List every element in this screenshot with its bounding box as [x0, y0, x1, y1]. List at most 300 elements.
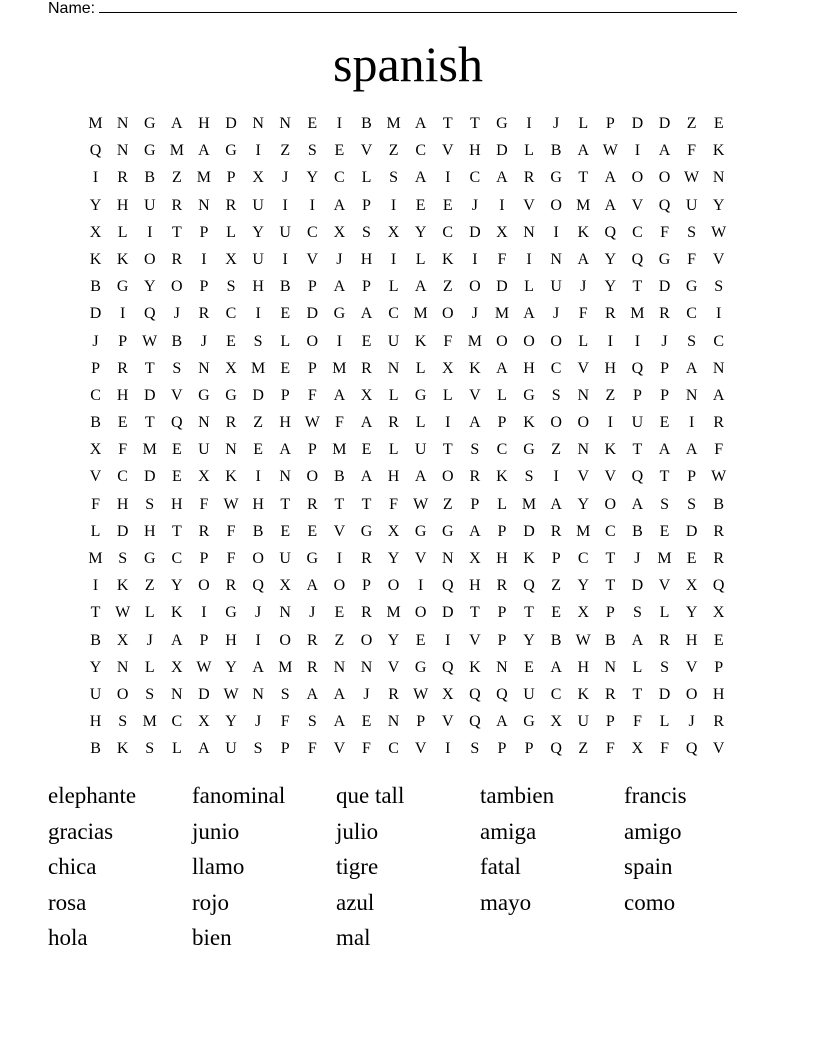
grid-letter[interactable]: R [361, 604, 372, 622]
grid-letter[interactable]: E [280, 359, 291, 377]
grid-letter[interactable]: X [712, 604, 725, 622]
grid-letter[interactable]: I [390, 196, 397, 214]
grid-letter[interactable]: O [441, 468, 454, 486]
grid-letter[interactable]: A [604, 169, 617, 187]
grid-letter[interactable]: R [713, 550, 725, 567]
grid-letter[interactable]: E [551, 604, 562, 622]
grid-letter[interactable]: X [469, 550, 481, 567]
grid-letter[interactable]: K [469, 658, 481, 676]
grid-letter[interactable]: M [88, 550, 103, 567]
grid-letter[interactable]: W [413, 685, 429, 703]
grid-letter[interactable]: R [117, 169, 128, 187]
grid-letter[interactable]: D [631, 577, 644, 595]
grid-letter[interactable]: V [89, 468, 102, 486]
grid-letter[interactable]: M [413, 305, 428, 323]
grid-letter[interactable]: V [306, 250, 319, 268]
grid-letter[interactable]: H [116, 196, 129, 214]
grid-letter[interactable]: L [171, 740, 182, 758]
grid-letter[interactable]: T [469, 115, 480, 132]
grid-letter[interactable]: T [578, 169, 589, 187]
grid-letter[interactable]: H [252, 495, 264, 513]
grid-letter[interactable]: R [306, 658, 318, 676]
grid-letter[interactable]: S [470, 740, 480, 758]
grid-letter[interactable]: D [225, 115, 237, 132]
grid-letter[interactable]: L [144, 604, 155, 622]
grid-letter[interactable]: A [496, 713, 508, 731]
grid-letter[interactable]: L [226, 223, 236, 241]
grid-letter[interactable]: I [445, 631, 451, 649]
grid-letter[interactable]: F [443, 332, 453, 350]
grid-letter[interactable]: V [577, 359, 590, 377]
grid-letter[interactable]: L [659, 604, 670, 622]
grid-letter[interactable]: L [90, 522, 101, 540]
grid-letter[interactable]: E [442, 196, 453, 214]
grid-letter[interactable]: I [526, 115, 532, 132]
grid-letter[interactable]: D [496, 142, 508, 160]
grid-letter[interactable]: X [225, 250, 237, 268]
grid-letter[interactable]: W [711, 468, 727, 486]
grid-letter[interactable]: Q [252, 577, 264, 595]
grid-letter[interactable]: P [307, 441, 317, 459]
grid-letter[interactable]: Y [577, 495, 590, 513]
grid-letter[interactable]: S [470, 441, 480, 459]
grid-letter[interactable]: Z [686, 115, 697, 132]
grid-letter[interactable]: H [712, 685, 725, 703]
grid-letter[interactable]: A [496, 169, 508, 187]
grid-letter[interactable]: Y [225, 713, 237, 731]
grid-letter[interactable]: S [145, 740, 155, 758]
grid-letter[interactable]: B [713, 495, 725, 513]
grid-letter[interactable]: L [280, 332, 291, 350]
grid-letter[interactable]: K [414, 332, 427, 350]
grid-letter[interactable]: Q [631, 468, 644, 486]
grid-letter[interactable]: X [387, 522, 400, 540]
grid-letter[interactable]: F [714, 441, 724, 459]
grid-letter[interactable]: K [523, 414, 535, 432]
grid-letter[interactable]: Z [442, 278, 453, 296]
grid-letter[interactable]: U [198, 441, 210, 459]
grid-letter[interactable]: R [659, 305, 670, 323]
grid-letter[interactable]: F [307, 740, 317, 758]
grid-letter[interactable]: H [116, 495, 129, 513]
grid-letter[interactable]: I [634, 332, 641, 350]
grid-letter[interactable]: H [116, 386, 129, 404]
grid-letter[interactable]: A [577, 250, 590, 268]
grid-letter[interactable]: P [632, 386, 642, 404]
grid-letter[interactable]: E [659, 522, 670, 540]
grid-letter[interactable]: D [523, 522, 535, 540]
grid-letter[interactable]: F [578, 305, 588, 323]
grid-letter[interactable]: B [90, 278, 101, 296]
grid-letter[interactable]: D [496, 278, 508, 296]
grid-letter[interactable]: A [685, 441, 698, 459]
grid-letter[interactable]: E [334, 142, 345, 160]
grid-letter[interactable]: J [254, 713, 262, 731]
grid-letter[interactable]: T [632, 685, 643, 703]
grid-letter[interactable]: T [334, 495, 345, 513]
grid-letter[interactable]: R [198, 305, 210, 323]
grid-letter[interactable]: E [415, 196, 426, 214]
grid-letter[interactable]: A [414, 278, 427, 296]
grid-letter[interactable]: O [496, 332, 508, 350]
grid-letter[interactable]: L [388, 386, 399, 404]
grid-letter[interactable]: M [521, 495, 537, 513]
grid-letter[interactable]: P [118, 332, 128, 350]
grid-letter[interactable]: G [414, 386, 427, 404]
grid-letter[interactable]: P [362, 577, 371, 595]
grid-letter[interactable]: L [524, 142, 534, 160]
grid-letter[interactable]: D [631, 115, 644, 132]
grid-letter[interactable]: O [387, 577, 400, 595]
grid-letter[interactable]: U [631, 414, 644, 432]
grid-letter[interactable]: V [712, 740, 725, 758]
grid-letter[interactable]: G [333, 305, 346, 323]
grid-letter[interactable]: X [550, 713, 562, 731]
grid-letter[interactable]: L [144, 658, 155, 676]
grid-letter[interactable]: K [496, 468, 508, 486]
grid-letter[interactable]: Y [414, 223, 427, 241]
grid-letter[interactable]: W [413, 495, 429, 513]
grid-letter[interactable]: F [280, 713, 290, 731]
grid-letter[interactable]: I [255, 305, 261, 323]
grid-letter[interactable]: S [307, 142, 317, 160]
grid-letter[interactable]: S [687, 495, 697, 513]
grid-letter[interactable]: C [415, 142, 426, 160]
grid-letter[interactable]: V [577, 468, 590, 486]
grid-letter[interactable]: D [685, 522, 698, 540]
grid-letter[interactable]: G [414, 658, 427, 676]
grid-letter[interactable]: C [334, 169, 345, 187]
grid-letter[interactable]: H [604, 359, 617, 377]
grid-letter[interactable]: P [497, 740, 507, 758]
grid-letter[interactable]: W [223, 495, 239, 513]
grid-letter[interactable]: X [441, 359, 454, 377]
grid-letter[interactable]: A [658, 441, 671, 459]
grid-letter[interactable]: T [469, 604, 480, 622]
grid-letter[interactable]: S [145, 495, 155, 513]
grid-letter[interactable]: Y [143, 278, 156, 296]
grid-letter[interactable]: A [604, 196, 617, 214]
grid-letter[interactable]: U [252, 250, 264, 268]
grid-letter[interactable]: S [524, 468, 534, 486]
grid-letter[interactable]: O [441, 305, 454, 323]
grid-letter[interactable]: X [360, 386, 373, 404]
grid-letter[interactable]: J [634, 550, 641, 567]
grid-letter[interactable]: R [713, 522, 725, 540]
grid-letter[interactable]: Q [658, 196, 671, 214]
grid-letter[interactable]: X [279, 577, 291, 595]
grid-letter[interactable]: A [414, 169, 427, 187]
grid-letter[interactable]: O [469, 278, 481, 296]
grid-letter[interactable]: O [279, 631, 291, 649]
grid-letter[interactable]: F [226, 550, 236, 567]
grid-letter[interactable]: J [471, 305, 478, 323]
grid-letter[interactable]: N [279, 468, 291, 486]
grid-letter[interactable]: M [576, 196, 591, 214]
grid-letter[interactable]: I [255, 142, 261, 160]
grid-letter[interactable]: P [497, 522, 507, 540]
grid-letter[interactable]: J [661, 332, 668, 350]
grid-letter[interactable]: L [442, 386, 453, 404]
grid-letter[interactable]: K [577, 685, 590, 703]
grid-letter[interactable]: V [604, 468, 617, 486]
grid-letter[interactable]: K [225, 468, 237, 486]
grid-letter[interactable]: L [415, 250, 426, 268]
grid-letter[interactable]: I [336, 332, 343, 350]
grid-letter[interactable]: S [172, 359, 182, 377]
grid-letter[interactable]: A [658, 142, 671, 160]
grid-letter[interactable]: J [553, 305, 560, 323]
grid-letter[interactable]: N [198, 196, 210, 214]
grid-letter[interactable]: E [361, 713, 372, 731]
grid-letter[interactable]: S [660, 495, 669, 513]
grid-letter[interactable]: V [414, 740, 427, 758]
grid-letter[interactable]: I [499, 196, 505, 214]
grid-letter[interactable]: P [605, 115, 615, 132]
grid-letter[interactable]: B [279, 278, 291, 296]
grid-letter[interactable]: U [685, 196, 698, 214]
grid-letter[interactable]: M [576, 522, 591, 540]
grid-letter[interactable]: H [252, 278, 264, 296]
grid-letter[interactable]: V [441, 713, 454, 731]
grid-letter[interactable]: K [523, 550, 535, 567]
grid-letter[interactable]: H [577, 658, 590, 676]
grid-letter[interactable]: S [632, 604, 642, 622]
grid-letter[interactable]: K [116, 740, 129, 758]
grid-letter[interactable]: T [442, 115, 453, 132]
grid-letter[interactable]: D [658, 685, 671, 703]
grid-letter[interactable]: H [685, 631, 698, 649]
grid-letter[interactable]: W [196, 658, 212, 676]
grid-letter[interactable]: X [631, 740, 644, 758]
grid-letter[interactable]: W [304, 414, 320, 432]
grid-letter[interactable]: Y [685, 604, 698, 622]
grid-letter[interactable]: U [550, 278, 562, 296]
grid-letter[interactable]: L [578, 332, 589, 350]
grid-letter[interactable]: J [553, 115, 560, 132]
grid-letter[interactable]: F [389, 495, 399, 513]
grid-letter[interactable]: A [360, 468, 373, 486]
grid-letter[interactable]: V [523, 196, 535, 214]
grid-letter[interactable]: Z [578, 740, 589, 758]
grid-letter[interactable]: T [144, 359, 155, 377]
grid-letter[interactable]: H [469, 577, 481, 595]
grid-letter[interactable]: N [712, 359, 725, 377]
grid-letter[interactable]: I [390, 250, 397, 268]
grid-letter[interactable]: X [333, 223, 346, 241]
grid-letter[interactable]: R [604, 305, 616, 323]
grid-letter[interactable]: X [387, 223, 400, 241]
grid-letter[interactable]: X [441, 685, 454, 703]
grid-letter[interactable]: X [198, 468, 210, 486]
grid-letter[interactable]: A [171, 631, 183, 649]
grid-letter[interactable]: J [309, 604, 316, 622]
grid-letter[interactable]: R [361, 359, 372, 377]
grid-letter[interactable]: X [225, 359, 237, 377]
grid-letter[interactable]: H [89, 713, 102, 731]
grid-letter[interactable]: P [714, 658, 724, 676]
grid-letter[interactable]: A [279, 441, 291, 459]
grid-letter[interactable]: E [280, 305, 291, 323]
grid-letter[interactable]: X [496, 223, 508, 241]
grid-letter[interactable]: V [387, 658, 400, 676]
grid-letter[interactable]: M [169, 142, 184, 160]
grid-letter[interactable]: Q [604, 223, 617, 241]
grid-letter[interactable]: Q [441, 658, 454, 676]
grid-letter[interactable]: B [550, 631, 562, 649]
grid-letter[interactable]: S [118, 713, 128, 731]
grid-letter[interactable]: A [523, 305, 535, 323]
grid-letter[interactable]: F [687, 142, 697, 160]
grid-letter[interactable]: B [144, 169, 156, 187]
grid-letter[interactable]: Y [604, 250, 617, 268]
grid-letter[interactable]: M [467, 332, 482, 350]
grid-letter[interactable]: F [199, 495, 209, 513]
grid-letter[interactable]: L [659, 713, 670, 731]
grid-letter[interactable]: S [118, 550, 128, 567]
grid-letter[interactable]: C [550, 685, 562, 703]
grid-letter[interactable]: Y [89, 196, 102, 214]
grid-letter[interactable]: I [282, 250, 288, 268]
grid-letter[interactable]: U [279, 223, 291, 241]
grid-letter[interactable]: S [280, 685, 290, 703]
grid-letter[interactable]: A [577, 142, 590, 160]
grid-letter[interactable]: O [550, 332, 562, 350]
grid-letter[interactable]: E [686, 550, 697, 567]
grid-letter[interactable]: H [496, 550, 508, 567]
grid-letter[interactable]: G [496, 115, 508, 132]
grid-letter[interactable]: U [143, 196, 156, 214]
grid-letter[interactable]: Z [334, 631, 345, 649]
grid-letter[interactable]: T [171, 522, 182, 540]
grid-letter[interactable]: K [577, 223, 590, 241]
grid-letter[interactable]: A [198, 142, 210, 160]
grid-letter[interactable]: N [604, 658, 617, 676]
grid-letter[interactable]: O [333, 577, 346, 595]
grid-letter[interactable]: R [225, 577, 237, 595]
grid-letter[interactable]: L [578, 115, 589, 132]
grid-letter[interactable]: X [685, 577, 698, 595]
grid-letter[interactable]: P [280, 386, 290, 404]
grid-letter[interactable]: F [226, 522, 236, 540]
grid-letter[interactable]: H [523, 359, 535, 377]
grid-letter[interactable]: U [414, 441, 427, 459]
grid-letter[interactable]: L [415, 414, 426, 432]
grid-letter[interactable]: G [225, 142, 237, 160]
grid-letter[interactable]: B [171, 332, 183, 350]
grid-letter[interactable]: A [306, 577, 319, 595]
grid-letter[interactable]: R [659, 631, 670, 649]
grid-letter[interactable]: A [469, 522, 481, 540]
grid-letter[interactable]: A [685, 359, 698, 377]
grid-letter[interactable]: E [253, 441, 263, 459]
grid-letter[interactable]: M [494, 305, 510, 323]
grid-letter[interactable]: I [309, 196, 315, 214]
grid-letter[interactable]: J [92, 332, 99, 350]
grid-letter[interactable]: E [226, 332, 236, 350]
grid-letter[interactable]: Q [550, 740, 562, 758]
grid-letter[interactable]: H [171, 495, 183, 513]
grid-letter[interactable]: D [252, 386, 264, 404]
grid-letter[interactable]: E [713, 631, 724, 649]
grid-letter[interactable]: R [713, 414, 725, 432]
grid-letter[interactable]: I [716, 305, 722, 323]
grid-letter[interactable]: F [605, 740, 615, 758]
grid-letter[interactable]: Z [171, 169, 182, 187]
grid-letter[interactable]: V [414, 550, 427, 567]
grid-letter[interactable]: G [143, 550, 156, 567]
grid-letter[interactable]: N [441, 550, 454, 567]
grid-letter[interactable]: X [577, 604, 590, 622]
grid-letter[interactable]: V [360, 142, 373, 160]
grid-letter[interactable]: D [116, 522, 129, 540]
grid-letter[interactable]: G [116, 278, 129, 296]
grid-letter[interactable]: W [711, 223, 727, 241]
grid-letter[interactable]: L [497, 386, 507, 404]
grid-letter[interactable]: D [469, 223, 481, 241]
grid-letter[interactable]: M [630, 305, 645, 323]
grid-letter[interactable]: C [577, 550, 589, 567]
grid-letter[interactable]: T [605, 577, 616, 595]
grid-letter[interactable]: L [632, 658, 643, 676]
grid-letter[interactable]: C [442, 223, 454, 241]
grid-letter[interactable]: I [526, 250, 532, 268]
grid-letter[interactable]: Z [551, 577, 562, 595]
grid-letter[interactable]: T [442, 441, 453, 459]
grid-letter[interactable]: A [360, 305, 373, 323]
grid-letter[interactable]: R [225, 414, 237, 432]
grid-letter[interactable]: T [361, 495, 372, 513]
grid-letter[interactable]: H [469, 142, 481, 160]
grid-letter[interactable]: C [171, 550, 183, 567]
grid-letter[interactable]: F [687, 250, 697, 268]
grid-letter[interactable]: U [89, 685, 102, 703]
grid-letter[interactable]: V [441, 142, 454, 160]
grid-letter[interactable]: Z [551, 441, 562, 459]
grid-letter[interactable]: G [225, 604, 237, 622]
grid-letter[interactable]: O [306, 468, 319, 486]
grid-letter[interactable]: O [143, 250, 156, 268]
grid-letter[interactable]: P [91, 359, 100, 377]
grid-letter[interactable]: L [497, 495, 507, 513]
grid-letter[interactable]: J [363, 685, 370, 703]
grid-letter[interactable]: C [713, 332, 725, 350]
grid-letter[interactable]: A [252, 658, 264, 676]
grid-letter[interactable]: C [388, 740, 399, 758]
grid-letter[interactable]: R [604, 685, 616, 703]
grid-letter[interactable]: J [146, 631, 153, 649]
grid-letter[interactable]: Y [89, 658, 102, 676]
grid-letter[interactable]: A [333, 713, 346, 731]
grid-letter[interactable]: Y [604, 278, 617, 296]
grid-letter[interactable]: M [278, 658, 293, 676]
grid-letter[interactable]: O [685, 685, 698, 703]
grid-letter[interactable]: I [553, 468, 559, 486]
grid-letter[interactable]: T [144, 414, 155, 432]
grid-letter[interactable]: P [660, 386, 669, 404]
grid-letter[interactable]: R [306, 495, 318, 513]
grid-letter[interactable]: C [550, 359, 562, 377]
grid-letter[interactable]: K [116, 250, 129, 268]
grid-letter[interactable]: L [388, 278, 399, 296]
grid-letter[interactable]: T [524, 604, 534, 622]
grid-letter[interactable]: Y [387, 550, 400, 567]
grid-letter[interactable]: S [660, 658, 669, 676]
grid-letter[interactable]: S [145, 685, 155, 703]
grid-letter[interactable]: E [171, 441, 182, 459]
grid-letter[interactable]: T [632, 441, 643, 459]
grid-letter[interactable]: H [225, 631, 237, 649]
